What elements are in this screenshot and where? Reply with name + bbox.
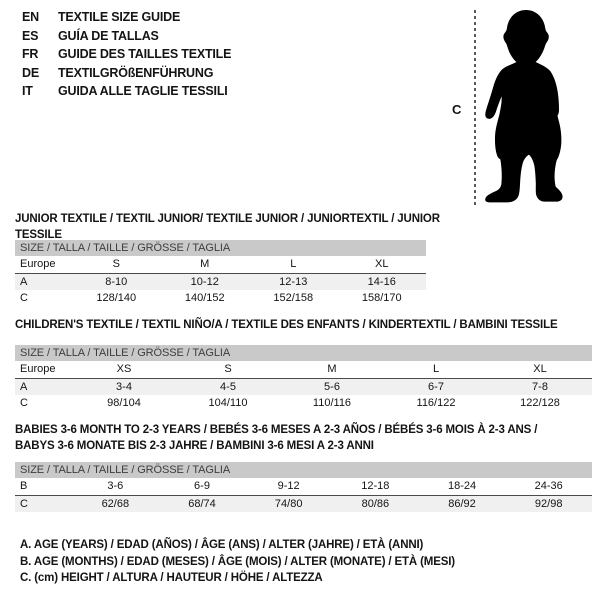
table-header: SIZE / TALLA / TAILLE / GRÖSSE / TAGLIA <box>15 345 592 361</box>
language-label: GUIDA ALLE TAGLIE TESSILI <box>58 84 228 99</box>
size-cell: 6-9 <box>194 480 210 492</box>
table-body <box>15 361 592 412</box>
language-code: FR <box>22 47 39 62</box>
size-cell: 62/68 <box>101 497 130 510</box>
table-row <box>15 496 592 513</box>
language-row <box>22 64 231 83</box>
legend-line: B. AGE (MONTHS) / EDAD (MESES) / ÂGE (MOIS) / ALTER (MONATE) / ETÀ (MESI) <box>20 555 455 568</box>
table-row <box>15 256 426 274</box>
language-label: GUIDE DES TAILLES TEXTILE <box>58 47 232 62</box>
legend-line: A. AGE (YEARS) / EDAD (AÑOS) / ÂGE (ANS) / ALTER (JAHRE) / ETÀ (ANNI) <box>20 539 424 551</box>
size-cell: 3-6 <box>107 480 124 492</box>
row-label: A <box>20 275 28 288</box>
size-table-babies <box>15 462 592 512</box>
size-cell: 68/74 <box>188 497 216 510</box>
table-title-babies <box>15 423 595 454</box>
size-cell: S <box>224 363 232 375</box>
table-title-line: BABIES 3-6 MONTH TO 2-3 YEARS / BEBÉS 3-6 MESES A 2-3 AÑOS / BÉBÉS 3-6 MOIS À 2-3 ANS / <box>15 424 538 436</box>
size-cell: 7-8 <box>532 380 548 393</box>
table-row <box>15 379 592 396</box>
size-cell: 4-5 <box>220 380 236 393</box>
language-row <box>22 82 231 101</box>
size-cell: XS <box>116 363 132 375</box>
size-cell: 10-12 <box>190 275 219 288</box>
table-header: SIZE / TALLA / TAILLE / GRÖSSE / TAGLIA <box>15 462 592 478</box>
row-label: C <box>20 292 28 304</box>
row-label: Europe <box>20 363 56 375</box>
measure-legend <box>20 537 455 587</box>
size-cell: 86/92 <box>448 497 476 510</box>
size-cell: 8-10 <box>105 275 128 288</box>
language-row <box>22 8 231 27</box>
size-cell: 104/110 <box>208 397 248 409</box>
size-cell: 140/152 <box>184 292 225 304</box>
language-code: EN <box>22 10 39 24</box>
size-cell: 12-13 <box>279 275 308 288</box>
size-cell: 5-6 <box>324 380 340 393</box>
size-cell: L <box>432 363 440 375</box>
size-table-children <box>15 345 592 412</box>
row-label: C <box>20 397 28 409</box>
table-row <box>15 361 592 379</box>
size-cell: 9-12 <box>277 480 300 492</box>
size-cell: 18-24 <box>447 480 477 492</box>
language-code: DE <box>22 65 39 80</box>
size-cell: 3-4 <box>116 380 132 393</box>
size-cell: XL <box>533 363 547 375</box>
size-cell: 122/128 <box>520 397 560 409</box>
row-label: Europe <box>20 258 56 270</box>
size-cell: 6-7 <box>428 380 444 393</box>
size-cell: S <box>112 258 120 270</box>
size-cell: 92/98 <box>534 497 563 510</box>
table-title-line: BABYS 3-6 MONATE BIS 2-3 JAHRE / BAMBINI 3-6 MESI A 2-3 ANNI <box>15 439 374 452</box>
language-row <box>22 27 231 46</box>
size-cell: M <box>200 258 210 270</box>
size-cell: 116/122 <box>416 397 456 409</box>
language-code: ES <box>22 28 39 43</box>
size-cell: L <box>290 258 297 270</box>
table-body <box>15 256 426 307</box>
size-cell: 158/170 <box>361 292 402 304</box>
size-cell: 80/86 <box>361 497 390 510</box>
table-row <box>15 274 426 291</box>
height-measure-label: C <box>452 102 462 117</box>
size-cell: 152/158 <box>273 292 314 304</box>
legend-line: C. (cm) HEIGHT / ALTURA / HAUTEUR / HÖHE / ALTEZZA <box>20 572 323 585</box>
size-cell: 128/140 <box>96 292 137 304</box>
row-label: C <box>20 497 28 510</box>
language-row <box>22 45 231 64</box>
language-list <box>22 8 231 101</box>
table-row <box>15 395 592 412</box>
table-title-children <box>15 318 595 334</box>
size-cell: 12-18 <box>361 480 390 492</box>
size-cell: 74/80 <box>274 497 303 510</box>
size-cell: 14-16 <box>367 275 396 288</box>
table-row <box>15 478 592 496</box>
row-label: A <box>20 380 28 393</box>
baby-silhouette-icon <box>478 5 588 205</box>
table-title-line: CHILDREN'S TEXTILE / TEXTIL NIÑO/A / TEXTILE DES ENFANTS / KINDERTEXTIL / BAMBINI TESSILE <box>15 319 558 331</box>
height-measure-dashed-line <box>474 10 476 207</box>
table-title-line: JUNIOR TEXTILE / TEXTIL JUNIOR/ TEXTILE JUNIOR / JUNIORTEXTIL / JUNIOR TESSILE <box>15 213 440 241</box>
language-label: TEXTILE SIZE GUIDE <box>58 10 181 24</box>
language-code: IT <box>22 84 33 99</box>
table-title-junior <box>15 212 445 243</box>
table-body <box>15 478 592 512</box>
table-header: SIZE / TALLA / TAILLE / GRÖSSE / TAGLIA <box>15 240 426 256</box>
language-label: TEXTILGRÖßENFÜHRUNG <box>58 65 214 80</box>
size-cell: 24-36 <box>534 480 563 492</box>
size-cell: XL <box>375 258 389 270</box>
row-label: B <box>20 480 28 492</box>
table-row <box>15 290 426 307</box>
size-cell: 98/104 <box>107 397 141 409</box>
size-cell: 110/116 <box>312 397 352 409</box>
language-label: GUÍA DE TALLAS <box>58 28 159 43</box>
size-table-junior <box>15 240 426 307</box>
size-cell: M <box>327 363 337 375</box>
